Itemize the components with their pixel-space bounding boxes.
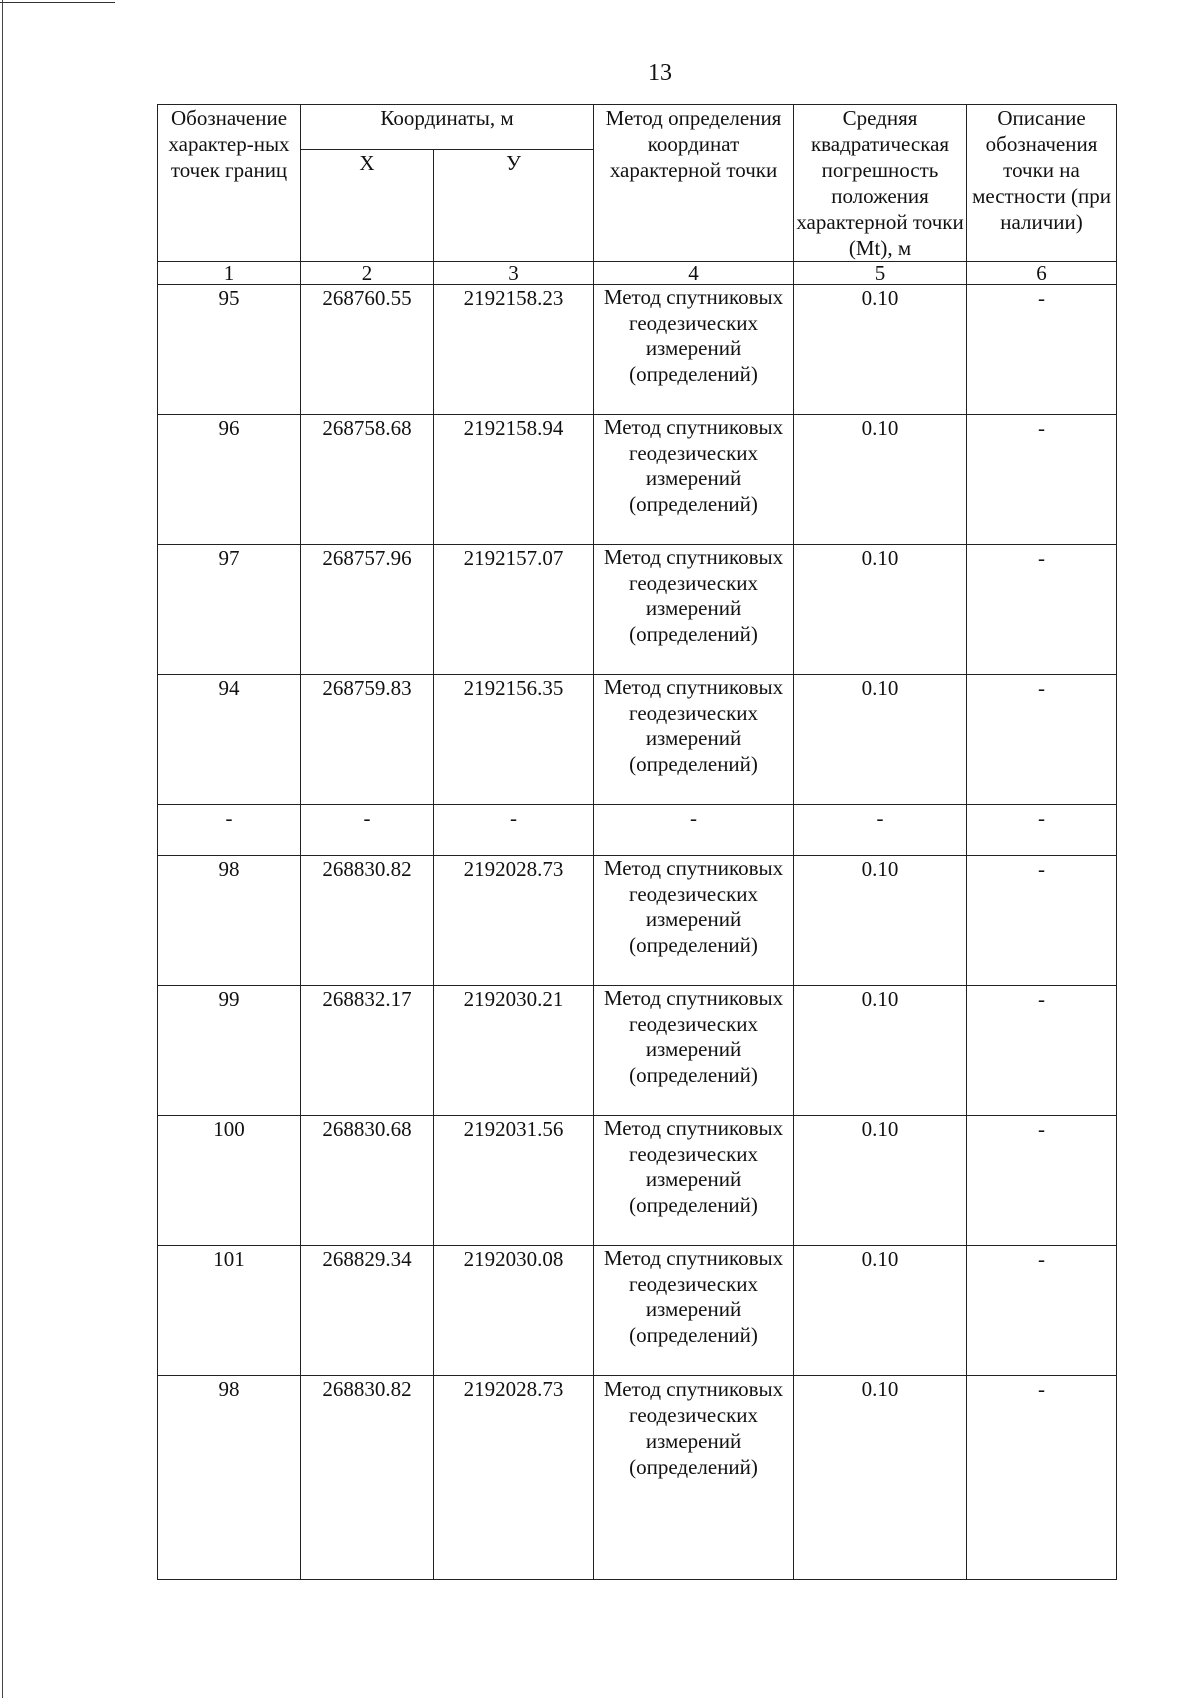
cell-error: 0.10 (794, 545, 967, 675)
table-row (158, 675, 1117, 805)
cell-x: 268758.68 (301, 415, 434, 545)
cell-x: 268759.83 (301, 675, 434, 805)
cell-x: 268830.82 (301, 1376, 434, 1580)
cell-description: - (967, 1376, 1117, 1580)
column-number: 2 (301, 262, 434, 285)
table-row (158, 1116, 1117, 1246)
cell-error: 0.10 (794, 1246, 967, 1376)
cell-method: Метод спутниковых геодезических измерений (определений) (594, 675, 794, 805)
cell-x: 268757.96 (301, 545, 434, 675)
cell-y: 2192156.35 (434, 675, 594, 805)
cell-point: 100 (158, 1116, 301, 1246)
cell-description: - (967, 285, 1117, 415)
cell-x: 268829.34 (301, 1246, 434, 1376)
cell-error: - (794, 805, 967, 856)
cell-description: - (967, 1246, 1117, 1376)
cell-description: - (967, 545, 1117, 675)
cell-method: Метод спутниковых геодезических измерений (определений) (594, 856, 794, 986)
cell-y: 2192030.08 (434, 1246, 594, 1376)
cell-error: 0.10 (794, 1116, 967, 1246)
cell-description: - (967, 415, 1117, 545)
table-body (158, 285, 1117, 1580)
cell-method: Метод спутниковых геодезических измерений (определений) (594, 415, 794, 545)
cell-point: 94 (158, 675, 301, 805)
cell-x: 268760.55 (301, 285, 434, 415)
table-row (158, 415, 1117, 545)
column-number: 5 (794, 262, 967, 285)
column-number: 4 (594, 262, 794, 285)
cell-x: - (301, 805, 434, 856)
scan-edge-left (2, 0, 3, 1698)
header-point-designation: Обозначение характер-ных точек границ (158, 105, 301, 262)
cell-error: 0.10 (794, 856, 967, 986)
scan-edge-top (0, 2, 115, 3)
table-row (158, 986, 1117, 1116)
cell-description: - (967, 805, 1117, 856)
cell-description: - (967, 675, 1117, 805)
cell-point: 96 (158, 415, 301, 545)
cell-method: Метод спутниковых геодезических измерений (определений) (594, 1376, 794, 1580)
table-row (158, 285, 1117, 415)
cell-method: Метод спутниковых геодезических измерений (определений) (594, 1116, 794, 1246)
cell-error: 0.10 (794, 285, 967, 415)
table-row (158, 545, 1117, 675)
header-y: У (434, 150, 594, 262)
table-row (158, 1246, 1117, 1376)
cell-method: Метод спутниковых геодезических измерений (определений) (594, 285, 794, 415)
cell-y: 2192028.73 (434, 856, 594, 986)
table-row-separator (158, 805, 1117, 856)
cell-point: 97 (158, 545, 301, 675)
page-number: 13 (648, 60, 672, 86)
cell-y: 2192030.21 (434, 986, 594, 1116)
cell-method: Метод спутниковых геодезических измерений (определений) (594, 986, 794, 1116)
column-number: 3 (434, 262, 594, 285)
table-header (158, 105, 1117, 285)
cell-x: 268830.82 (301, 856, 434, 986)
header-x: Х (301, 150, 434, 262)
header-error: Средняя квадратическая погрешность положения характерной точки (Mt), м (794, 105, 967, 262)
table-row (158, 856, 1117, 986)
cell-method: Метод спутниковых геодезических измерений (определений) (594, 545, 794, 675)
cell-y: 2192158.23 (434, 285, 594, 415)
cell-point: 98 (158, 856, 301, 986)
cell-error: 0.10 (794, 675, 967, 805)
cell-point: 99 (158, 986, 301, 1116)
cell-method: Метод спутниковых геодезических измерений (определений) (594, 1246, 794, 1376)
cell-error: 0.10 (794, 415, 967, 545)
cell-y: 2192158.94 (434, 415, 594, 545)
cell-x: 268830.68 (301, 1116, 434, 1246)
cell-x: 268832.17 (301, 986, 434, 1116)
cell-description: - (967, 1116, 1117, 1246)
cell-y: 2192028.73 (434, 1376, 594, 1580)
column-number: 6 (967, 262, 1117, 285)
column-number-row (158, 262, 1117, 285)
table-row (158, 1376, 1117, 1580)
cell-error: 0.10 (794, 1376, 967, 1580)
header-method: Метод определения координат характерной точки (594, 105, 794, 262)
cell-error: 0.10 (794, 986, 967, 1116)
cell-point: - (158, 805, 301, 856)
column-number: 1 (158, 262, 301, 285)
cell-y: 2192157.07 (434, 545, 594, 675)
coordinates-table (157, 104, 1117, 1580)
cell-y: 2192031.56 (434, 1116, 594, 1246)
cell-point: 95 (158, 285, 301, 415)
header-description: Описание обозначения точки на местности (при наличии) (967, 105, 1117, 262)
cell-point: 98 (158, 1376, 301, 1580)
header-coordinates: Координаты, м (301, 105, 594, 150)
cell-point: 101 (158, 1246, 301, 1376)
cell-description: - (967, 856, 1117, 986)
cell-method: - (594, 805, 794, 856)
cell-description: - (967, 986, 1117, 1116)
cell-y: - (434, 805, 594, 856)
